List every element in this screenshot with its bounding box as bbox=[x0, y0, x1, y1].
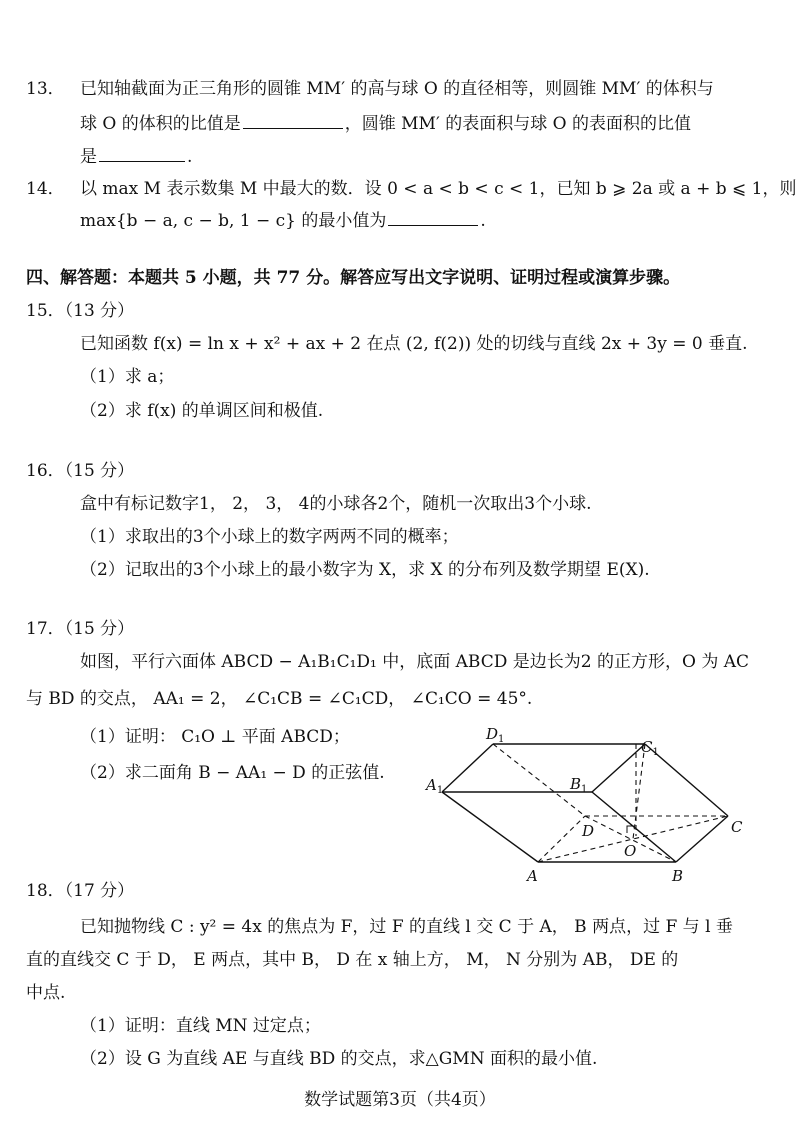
q17-stem-2: 与 BD 的交点， AA₁ = 2， ∠C₁CB = ∠C₁CD， ∠C₁CO = 45°. bbox=[26, 689, 533, 709]
q16-stem: 盒中有标记数字1， 2， 3， 4的小球各2个，随机一次取出3个小球. bbox=[80, 494, 592, 514]
edge-a1-d1 bbox=[442, 744, 493, 792]
q13-line-3 bbox=[80, 145, 192, 168]
label-a: A bbox=[527, 867, 538, 885]
q17-part-2: （2）求二面角 B − AA₁ − D 的正弦值. bbox=[80, 763, 385, 783]
q13-text-3b: . bbox=[187, 147, 193, 167]
label-d1: $D_1$ bbox=[486, 725, 505, 745]
q13-answer-blank-2[interactable] bbox=[99, 145, 185, 162]
page-footer: 数学试题第3页（共4页） bbox=[304, 1090, 496, 1110]
q14-text-2b: . bbox=[480, 211, 486, 231]
q13-text-3a: 是 bbox=[80, 147, 97, 167]
q15-stem: 已知函数 f(x) = ln x + x² + ax + 2 在点 (2, f(2)) 处的切线与直线 2x + 3y = 0 垂直. bbox=[80, 334, 748, 354]
label-b: B bbox=[672, 867, 684, 885]
parallelepiped-figure bbox=[420, 722, 750, 892]
q18-stem-3: 中点. bbox=[26, 983, 66, 1003]
q13-answer-blank-1[interactable] bbox=[243, 112, 343, 129]
q17-stem-1: 如图，平行六面体 ABCD − A₁B₁C₁D₁ 中，底面 ABCD 是边长为2 的正方形，O 为 AC bbox=[80, 652, 750, 672]
segment-c1-o bbox=[633, 744, 645, 839]
q14-number: 14． bbox=[26, 179, 65, 199]
q13-text-1: 已知轴截面为正三角形的圆锥 MM′ 的高与球 O 的直径相等，则圆锥 MM′ 的体积与 bbox=[80, 79, 714, 99]
label-c1: $C_1$ bbox=[641, 738, 659, 758]
q14-text-2a: max{b − a, c − b, 1 − c} 的最小值为 bbox=[80, 211, 387, 231]
label-c: C bbox=[731, 818, 743, 836]
q18-part-2: （2）设 G 为直线 AE 与直线 BD 的交点，求△GMN 面积的最小值. bbox=[80, 1049, 598, 1069]
q14-line-1 bbox=[26, 178, 797, 200]
label-d: D bbox=[582, 822, 595, 840]
q16-part-1: （1）求取出的3个小球上的数字两两不同的概率； bbox=[80, 527, 459, 547]
q13-line-1 bbox=[26, 78, 714, 100]
label-a1: $A_1$ bbox=[426, 776, 444, 796]
q14-text-1: 以 max M 表示数集 M 中最大的数．设 0 < a < b < c < 1，已知 b ⩾ 2a 或 a + b ⩽ 1，则 bbox=[80, 179, 797, 199]
q17-heading: 17．（15 分） bbox=[26, 619, 135, 639]
section-4-heading: 四、解答题：本题共 5 小题，共 77 分。解答应写出文字说明、证明过程或演算步骤。 bbox=[26, 268, 681, 288]
q18-stem-1: 已知抛物线 C : y² = 4x 的焦点为 F，过 F 的直线 l 交 C 于 A， B 两点，过 F 与 l 垂 bbox=[80, 917, 733, 937]
q13-number: 13． bbox=[26, 79, 65, 99]
q14-line-2 bbox=[80, 209, 486, 232]
q18-heading: 18．（17 分） bbox=[26, 881, 135, 901]
q15-part-2: （2）求 f(x) 的单调区间和极值. bbox=[80, 401, 324, 421]
edge-b1-c1 bbox=[592, 744, 645, 792]
right-angle-mark bbox=[627, 826, 634, 833]
label-o: O bbox=[624, 842, 637, 860]
q13-line-2 bbox=[80, 112, 691, 135]
edge-a-d-hidden bbox=[538, 816, 585, 862]
q16-heading: 16．（15 分） bbox=[26, 461, 135, 481]
q15-part-1: （1）求 a； bbox=[80, 367, 175, 387]
label-b1: $B_1$ bbox=[570, 775, 588, 795]
q13-text-2a: 球 O 的体积的比值是 bbox=[80, 114, 241, 134]
edge-b-c bbox=[676, 816, 728, 862]
q13-text-2b: ，圆锥 MM′ 的表面积与球 O 的表面积的比值 bbox=[344, 114, 691, 134]
q17-part-1: （1）证明： C₁O ⊥ 平面 ABCD； bbox=[80, 727, 350, 747]
q18-stem-2: 直的直线交 C 于 D， E 两点，其中 B， D 在 x 轴上方， M， N 分别为 AB， DE 的 bbox=[26, 950, 679, 970]
q15-heading: 15．（13 分） bbox=[26, 301, 135, 321]
q18-part-1: （1）证明：直线 MN 过定点； bbox=[80, 1016, 321, 1036]
edge-a1-a bbox=[442, 792, 538, 862]
q16-part-2: （2）记取出的3个小球上的最小数字为 X，求 X 的分布列及数学期望 E(X). bbox=[80, 560, 650, 580]
q14-answer-blank[interactable] bbox=[388, 209, 478, 226]
